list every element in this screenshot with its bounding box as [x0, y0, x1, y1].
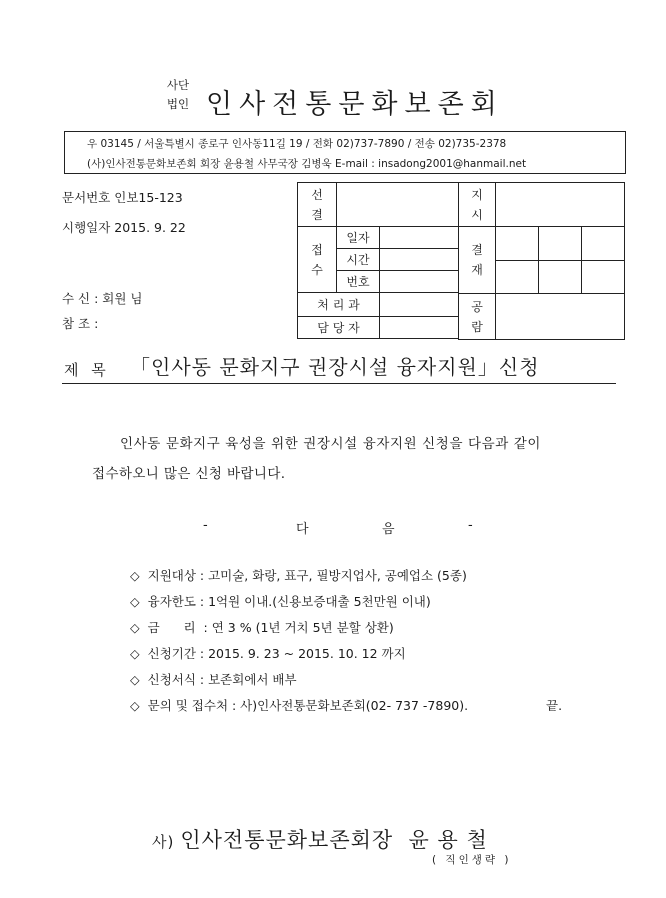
- daeum-dash-right: -: [468, 518, 473, 533]
- contact-address-line: 우 03145 / 서울특별시 종로구 인사동11길 19 / 전화 02)737-7890 / 전송 02)735-2378: [87, 138, 507, 150]
- body-line-2: 접수하오니 많은 신청 바랍니다.: [92, 466, 286, 482]
- contact-officers-line: (사)인사전통문화보존회 회장 윤용철 사무국장 김병욱 E-mail : insadong2001@hanmail.net: [87, 158, 527, 170]
- end-mark: 끝.: [546, 698, 563, 713]
- gongnam-value-cell: [496, 294, 625, 340]
- list-item: ◇ 신청기간 : 2015. 9. 23 ~ 2015. 10. 12 까지: [130, 644, 468, 670]
- cheorigwa-label: 처 리 과: [298, 293, 380, 317]
- sungyeol-value-cell: [337, 183, 459, 227]
- jisi-cell: 지 시: [459, 183, 496, 227]
- list-item: ◇ 금 리 : 연 3 % (1년 거치 5년 분할 상환): [130, 618, 468, 644]
- cheorigwa-value-cell: [380, 293, 459, 317]
- seal-omitted-note: ( 직인생략 ): [432, 854, 512, 866]
- recipient: 수 신 : 회원 님: [62, 291, 143, 306]
- diamond-bullet-icon: ◇: [130, 646, 140, 661]
- subject-label: 제 목: [64, 361, 110, 379]
- damdangja-value-cell: [380, 317, 459, 339]
- issue-date: 시행일자 2015. 9. 22: [62, 220, 186, 235]
- document-number: 문서번호 인보15-123: [62, 190, 183, 205]
- diamond-bullet-icon: ◇: [130, 698, 140, 713]
- list-item: ◇ 신청서식 : 보존회에서 배부: [130, 670, 468, 696]
- sungyeol-cell: 선 결: [298, 183, 337, 227]
- beonho-value-cell: [380, 271, 459, 293]
- receipt-table: [297, 182, 459, 339]
- diamond-bullet-icon: ◇: [130, 620, 140, 635]
- sender-signature: [152, 824, 488, 854]
- approval-table: [458, 182, 625, 340]
- jisi-value-cell: [496, 183, 625, 227]
- list-item: ◇ 문의 및 접수처 : 사)인사전통문화보존회(02- 737 -7890).: [130, 696, 468, 722]
- gyeoljae-cell: 결 재: [459, 227, 496, 294]
- org-type-line1: 사단: [166, 78, 190, 92]
- jeopsu-cell: 접 수: [298, 227, 337, 293]
- body-line-1: 인사동 문화지구 육성을 위한 권장시설 융자지원 신청을 다음과 같이: [120, 436, 542, 452]
- subject-divider: [62, 383, 616, 384]
- reference: 참 조 :: [62, 316, 99, 331]
- list-item: ◇ 지원대상 : 고미술, 화랑, 표구, 필방지업사, 공예업소 (5종): [130, 566, 468, 592]
- ilja-value-cell: [380, 227, 459, 249]
- sigan-label: 시간: [337, 249, 380, 271]
- org-name: 인사전통문화보존회: [206, 89, 504, 120]
- sender-name: 인사전통문화보존회장 윤 용 철: [180, 828, 488, 852]
- gongnam-cell: 공 람: [459, 294, 496, 340]
- daeum-eum: 음: [382, 522, 395, 537]
- daeum-dash-left: -: [203, 518, 208, 533]
- org-type-line2: 법인: [166, 97, 190, 111]
- details-list: [130, 566, 468, 722]
- org-type: [158, 76, 198, 114]
- daeum-da: 다: [296, 522, 309, 537]
- subject-text: 「인사동 문화지구 권장시설 융자지원」신청: [130, 355, 540, 379]
- gyeoljae-grid: [496, 227, 624, 293]
- sigan-value-cell: [380, 249, 459, 271]
- diamond-bullet-icon: ◇: [130, 594, 140, 609]
- diamond-bullet-icon: ◇: [130, 672, 140, 687]
- beonho-label: 번호: [337, 271, 380, 293]
- list-item: ◇ 융자한도 : 1억원 이내.(신용보증대출 5천만원 이내): [130, 592, 468, 618]
- ilja-label: 일자: [337, 227, 380, 249]
- damdangja-label: 담 당 자: [298, 317, 380, 339]
- sender-prefix: 사): [152, 833, 175, 851]
- contact-box: [64, 131, 626, 174]
- diamond-bullet-icon: ◇: [130, 568, 140, 583]
